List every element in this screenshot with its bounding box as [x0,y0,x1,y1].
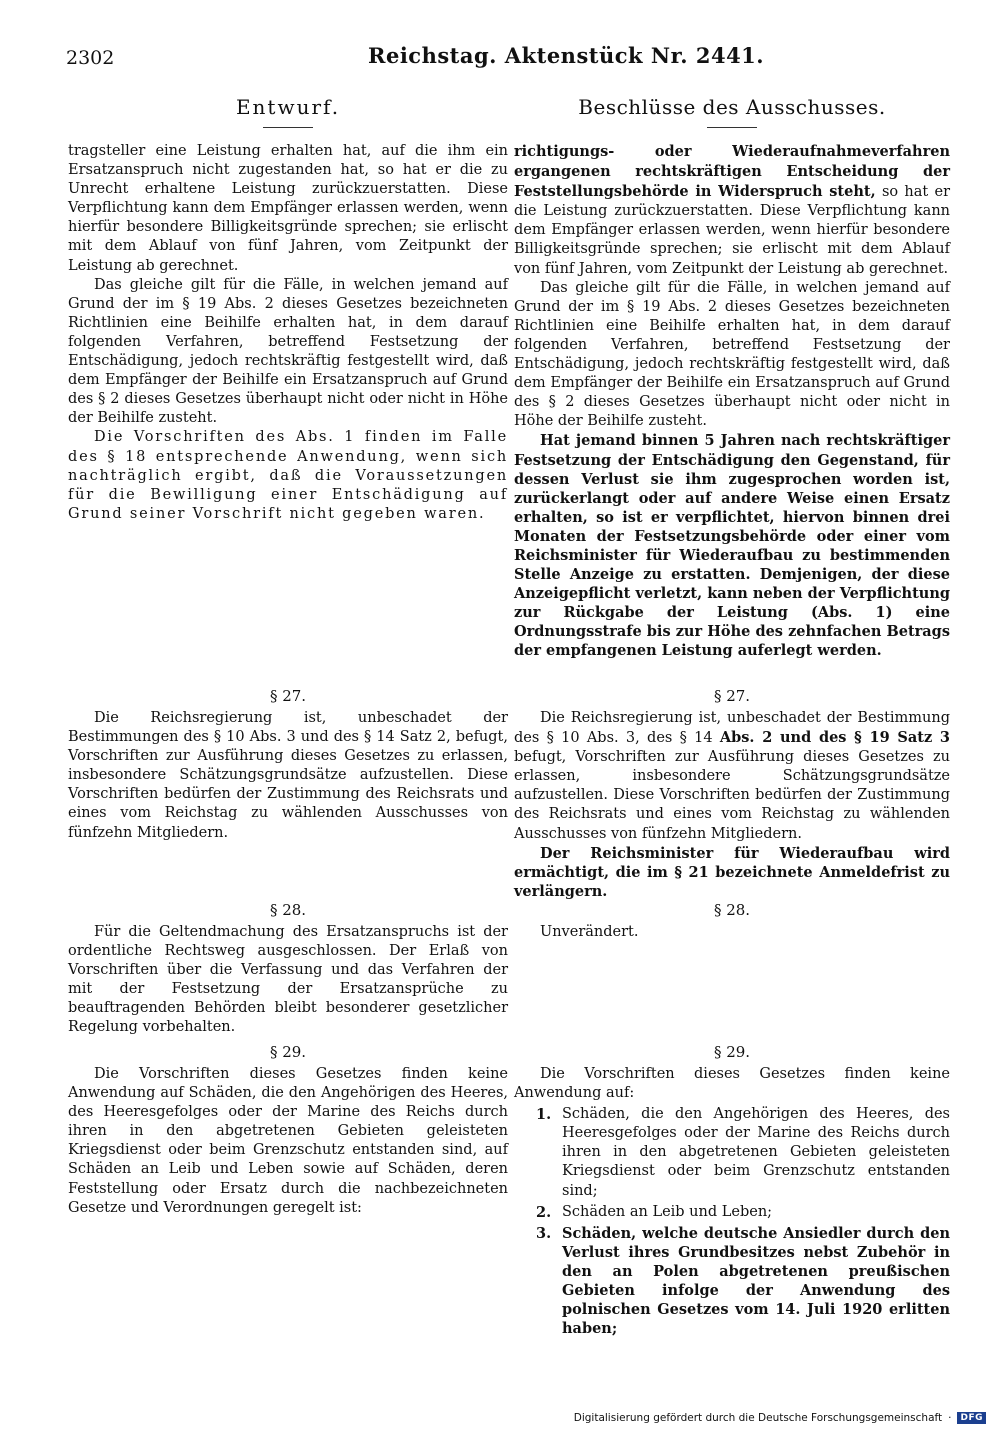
right-s28-title: § 28. [713,901,751,919]
left-s27-title: § 27. [269,687,307,705]
dfg-logo: DFG [957,1412,986,1424]
right-paragraph-3: Hat jemand binnen 5 Jahren nach rechtskräftiger Festsetzung der Entschädigung den Gegenstand, für dessen Verlust sie ihm zugesprochen worden ist, zurückerlangt oder auf andere Weise einen Ersatz erhalten, so ist er verpflichtet, hiervon binnen drei Monaten der Festsetzungsbehörde oder einer vom Reichsminister für Wiederaufbau zu bestimmenden Stelle Anzeige zu erstatten. Demjenigen, der diese Anzeigepflicht verletzt, kann neben der Verpflichtung zur Rückgabe der Leistung (Abs. 1) eine Ordnungsstrafe bis zur Höhe des zehnfachen Betrags der empfangenen Leistung auferlegt werden. [514,432,950,660]
right-s28-text: Unverändert. [540,924,639,940]
list-item [514,1224,950,1339]
list-item-number: 1. [536,1106,552,1124]
left-s28-text: Für die Geltendmachung des Ersatzanspruchs ist der ordentliche Rechtsweg ausgeschlossen. Der Erlaß von Vorschriften über die Verfassung und das Verfahren der mit der Festsetzung der Ersatzansprüche zu beauftragenden Behörden bleibt besonderer gesetzlicher Regelung vorbehalten. [68,924,508,1036]
left-paragraph-1: tragsteller eine Leistung erhalten hat, auf die ihm ein Ersatzanspruch nicht zugestanden hat, so hat er die zu Unrecht erhaltene Leistung zurückzuerstatten. Diese Verpflichtung kann dem Empfänger erlassen werden, wenn hierfür besondere Billigkeitsgründe sprechen; sie erlischt mit dem Ablauf von fünf Jahren, vom Zeitpunkt der Leistung ab gerechnet. [68,143,508,274]
left-s28-title: § 28. [269,901,307,919]
right-heading-rule [707,127,757,128]
left-s29-title: § 29. [269,1043,307,1061]
left-section-28 [68,901,508,1038]
list-item-text: Schäden an Leib und Leben; [562,1203,773,1220]
footer [574,1412,986,1424]
right-column-heading: Beschlüsse des Ausschusses. [578,95,886,119]
right-s27-title: § 27. [713,687,751,705]
right-section-28 [514,901,950,942]
right-s27-paragraph-2: Der Reichsminister für Wiederaufbau wird ermächtigt, die im § 21 bezeichnete Anmeldefrist zu verlängern. [514,844,950,900]
left-section-29 [68,1043,508,1218]
right-s29-title: § 29. [713,1043,751,1061]
right-p1-bold: richtigungs- oder Wiederaufnahmeverfahren ergangenen rechtskräftigen Entscheidung der Feststellungsbehörde in Widerspruch steht, [514,143,950,201]
right-s27-c: befugt, Vorschriften zur Ausführung dieses Gesetzes zu erlassen, insbesondere Schätzungsgrundsätze aufzustellen. Diese Vorschriften bedürfen der Zustimmung des Reichsrats und eines vom Reichstag zu wählenden Ausschusses von fünfzehn Mitgliedern. [514,749,950,842]
right-column [514,95,950,1395]
left-heading-rule [263,127,313,128]
list-item [514,1203,950,1222]
list-item-number: 2. [536,1203,552,1221]
right-p1-rest: so hat er die Leistung zurückzuerstatten. Diese Verpflichtung kann dem Empfänger erlassen werden, wenn hierfür besondere Billigkeitsgründe sprechen; sie erlischt mit dem Ablauf von fünf Jahren, vom Zeitpunkt der Leistung ab gerechnet. [514,184,951,277]
left-column-heading: Entwurf. [235,95,341,119]
right-s27-b: Abs. 2 und des § 19 Satz 3 [719,729,950,747]
right-s29-text: Die Vorschriften dieses Gesetzes finden keine Anwendung auf: [514,1066,950,1102]
right-paragraph-1 [514,142,950,279]
left-paragraph-3: Die Vorschriften des Abs. 1 finden im Falle des § 18 entsprechende Anwendung, wenn sich nachträglich ergibt, daß die Voraussetzungen für die Bewilligung einer Entschädigung auf Grund seiner Vorschrift nicht gegeben waren. [68,429,508,522]
right-s27-a: Die Reichsregierung ist, unbeschadet der Bestimmung des § 10 Abs. 3, des § 14 [514,710,950,747]
left-s29-text: Die Vorschriften dieses Gesetzes finden keine Anwendung auf Schäden, die den Angehörigen des Heeres, des Heeresgefolges oder der Marine des Reichs durch ihren in den abgetretenen Gebieten geleisteten Kriegsdienst oder beim Grenzschutz entstanden sind, auf Schäden an Leib und Leben sowie auf Schäden, deren Feststellung oder Ersatz durch die nachbezeichneten Gesetze und Verordnungen geregelt ist: [68,1066,508,1216]
left-column [68,95,508,1395]
left-paragraph-2: Das gleiche gilt für die Fälle, in welchen jemand auf Grund der im § 19 Abs. 2 dieses Gesetzes bezeichneten Richtlinien eine Beihilfe erhalten hat, in dem darauf folgenden Verfahren, betreffend Festsetzung der Entschädigung, jedoch rechtskräftig festgestellt wird, daß dem Empfänger der Beihilfe ein Ersatzanspruch auf Grund des § 2 dieses Gesetzes überhaupt nicht oder nicht in Höhe der Beihilfe zusteht. [68,276,508,427]
footer-separator: · [948,1412,952,1424]
list-item [514,1105,950,1200]
list-item-number: 3. [536,1224,552,1242]
right-section-27 [514,687,950,901]
left-section-27 [68,687,508,843]
list-item-text: Schäden, welche deutsche Ansiedler durch den Verlust ihres Grundbesitzes nebst Zubehör in den an Polen abgetretenen preußischen Gebieten infolge der Anwendung des polnischen Gesetzes vom 14. Juli 1920 erlitten haben; [562,1224,950,1338]
right-section-29 [514,1043,950,1340]
running-title: Reichstag. Aktenstück Nr. 2441. [368,43,765,68]
right-s29-list [514,1105,950,1338]
footer-text: Digitalisierung gefördert durch die Deutsche Forschungsgemeinschaft [573,1412,943,1424]
left-s27-text: Die Reichsregierung ist, unbeschadet der Bestimmungen des § 10 Abs. 3 und des § 14 Satz 2, befugt, Vorschriften zur Ausführung dieses Gesetzes zu erlassen, insbesondere Schätzungsgrundsätze aufzustellen. Diese Vorschriften bedürfen der Zustimmung des Reichsrats und eines vom Reichstag zu wählenden Ausschusses von fünfzehn Mitgliedern. [68,710,508,841]
right-paragraph-2: Das gleiche gilt für die Fälle, in welchen jemand auf Grund der im § 19 Abs. 2 dieses Gesetzes bezeichneten Richtlinien eine Beihilfe erhalten hat, in dem darauf folgenden Verfahren, betreffend Festsetzung der Entschädigung, jedoch rechtskräftig festgestellt wird, daß dem Empfänger der Beihilfe ein Ersatzanspruch auf Grund des § 2 dieses Gesetzes überhaupt nicht oder nicht in Höhe der Beihilfe zusteht. [514,279,950,430]
right-s27-text [514,709,950,844]
page-number: 2302 [66,47,115,69]
list-item-text: Schäden, die den Angehörigen des Heeres, des Heeresgefolges oder der Marine des Reichs durch ihren in den abgetretenen Gebieten geleisteten Kriegsdienst oder beim Grenzschutz entstanden sind; [562,1106,950,1199]
